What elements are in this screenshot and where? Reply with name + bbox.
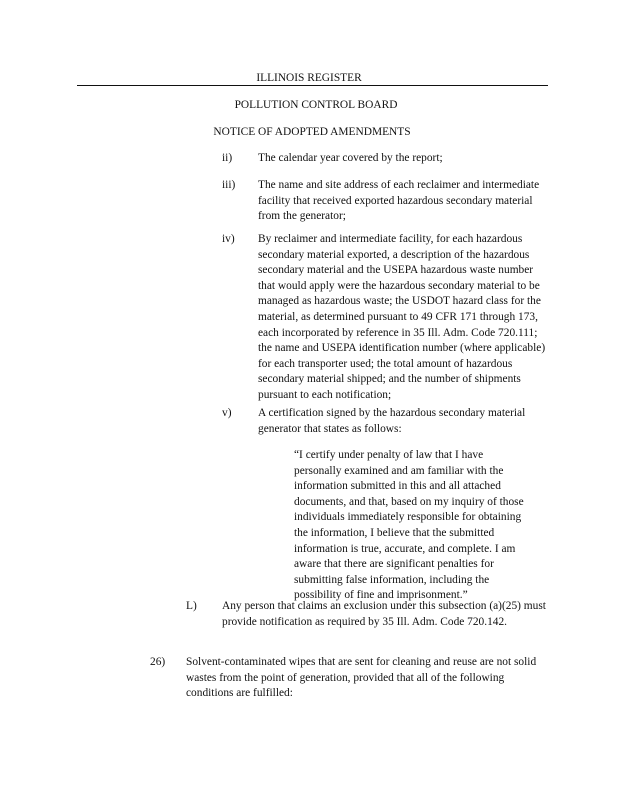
notice-title: NOTICE OF ADOPTED AMENDMENTS bbox=[213, 126, 411, 138]
paragraph-iv-text: By reclaimer and intermediate facility, for each hazardous secondary material exported, a description of the hazardous secondary material and the USEPA hazardous waste number that would apply were the hazardous secondary material to be managed as hazardous waste; the USDOT hazard class for the material, as determined pursuant to 49 CFR 171 through 173, each incorporated by reference in 35 Ill. Adm. Code 720.111; the name and USEPA identification number (where applicable) for each transporter used; the total amount of hazardous secondary material shipped; and the number of shipments pursuant to each notification; bbox=[258, 233, 546, 401]
header-rule bbox=[77, 85, 548, 86]
paragraph-v-text: A certification signed by the hazardous secondary material generator that states as follows: bbox=[258, 407, 526, 435]
paragraph-ii-label: ii) bbox=[222, 152, 233, 164]
certification-quote: “I certify under penalty of law that I have personally examined and am familiar with the information submitted in this and all attached documents, and that, based on my inquiry of those individuals immediately responsible for obtaining the information, I believe that the submitted information is true, accurate, and complete. I am aware that there are significant penalties for submitting false information, including the possibility of fine and imprisonment.” bbox=[294, 449, 524, 602]
board-title: POLLUTION CONTROL BOARD bbox=[234, 99, 398, 111]
paragraph-iv-label: iv) bbox=[222, 233, 235, 245]
register-title: ILLINOIS REGISTER bbox=[256, 72, 362, 84]
paragraph-26-text: Solvent-contaminated wipes that are sent for cleaning and reuse are not solid wastes from the point of generation, provided that all of the following conditions are fulfilled: bbox=[186, 656, 537, 700]
paragraph-26-label: 26) bbox=[150, 656, 166, 668]
paragraph-ii-text: The calendar year covered by the report; bbox=[258, 152, 443, 164]
paragraph-v-label: v) bbox=[222, 407, 232, 419]
paragraph-iii-label: iii) bbox=[222, 179, 236, 191]
paragraph-L-text: Any person that claims an exclusion under this subsection (a)(25) must provide notification as required by 35 Ill. Adm. Code 720.142. bbox=[222, 600, 546, 628]
paragraph-L-label: L) bbox=[186, 600, 197, 612]
paragraph-iii-text: The name and site address of each reclaimer and intermediate facility that received exported hazardous secondary material from the generator; bbox=[258, 179, 540, 223]
